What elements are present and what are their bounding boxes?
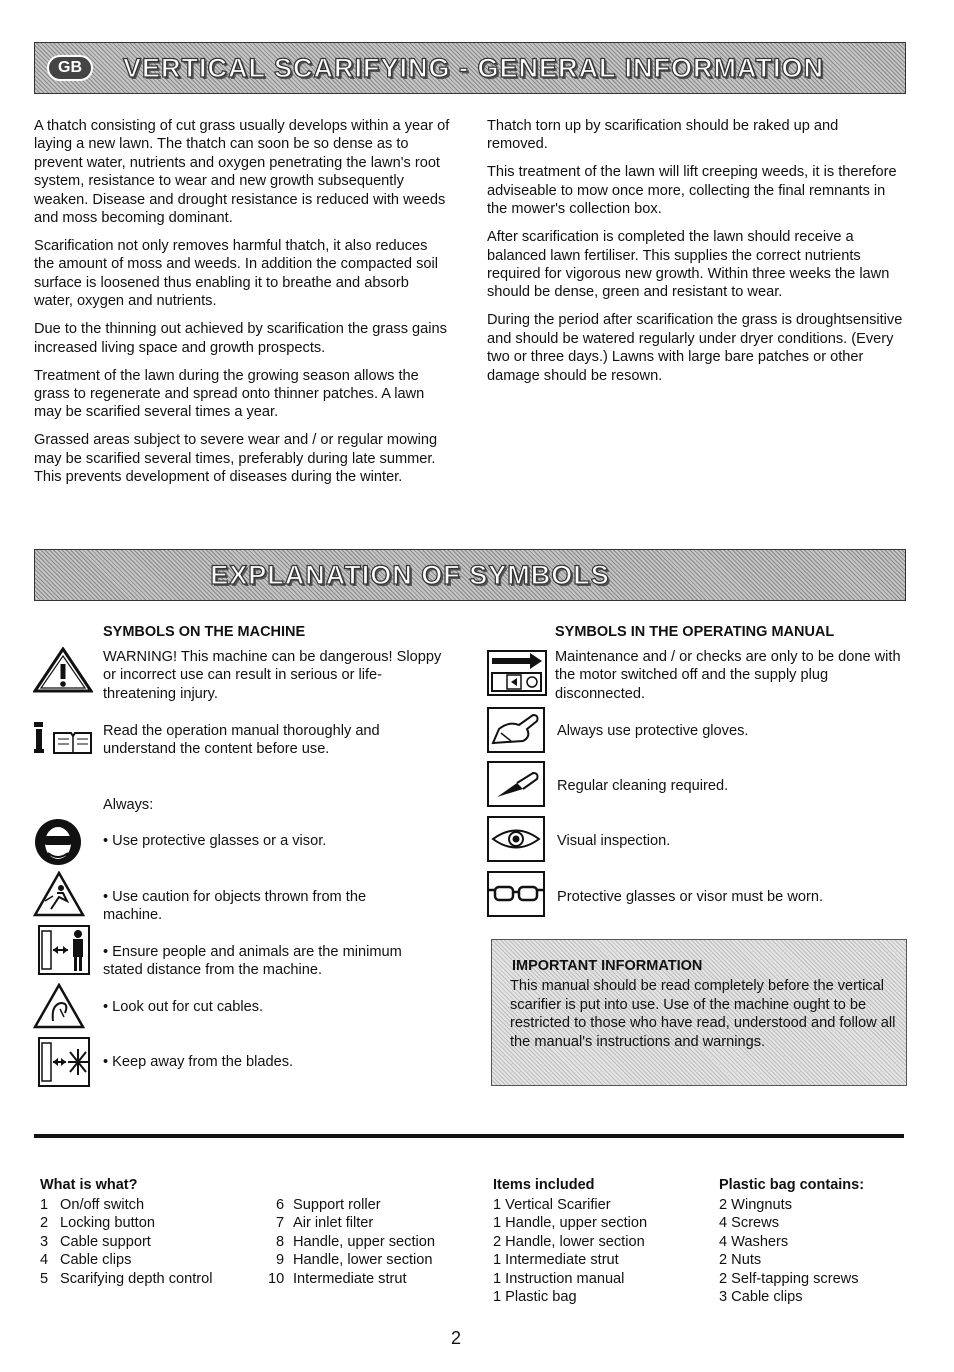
important-body: This manual should be read completely before the vertical scarifier is put into use. Use of the machine ought to be restricted to those who have read, understood and follow all the manual's instructions and warnings. <box>510 978 896 1050</box>
bullet-text: Use caution for objects thrown from the machine. <box>103 889 367 924</box>
list-item: 1 Intermediate strut <box>493 1252 619 1269</box>
intro-right-column <box>487 117 903 395</box>
visual-inspection-text: Visual inspection. <box>557 833 671 849</box>
list-item: 3 Cable support <box>40 1233 151 1250</box>
important-information-box <box>491 939 907 1086</box>
list-item: 1 Instruction manual <box>493 1270 625 1287</box>
list-item: 8 Handle, upper section <box>276 1233 435 1250</box>
items-included-heading: Items included <box>493 1177 595 1193</box>
list-item: 2 Self-tapping screws <box>719 1270 859 1287</box>
protective-gloves-icon <box>487 707 545 753</box>
intro-left-column <box>34 117 450 496</box>
bullet-blades: • Keep away from the blades. <box>103 1054 294 1070</box>
gb-language-badge: GB <box>47 55 93 81</box>
glasses-visor-text: Protective glasses or visor must be worn. <box>557 889 824 905</box>
bullet-glasses: • Use protective glasses or a visor. <box>103 833 327 849</box>
list-item: 1 On/off switch <box>40 1197 145 1213</box>
bullet-text: Look out for cut cables. <box>112 999 264 1015</box>
bullet-thrown-objects: • Use caution for objects thrown from the machine. <box>103 889 367 924</box>
list-item: 1 Plastic bag <box>493 1289 577 1306</box>
list-item: 7 Air inlet filter <box>276 1215 374 1232</box>
list-item: 1 Handle, upper section <box>493 1215 648 1232</box>
list-item: 2 Wingnuts <box>719 1197 793 1213</box>
list-item: 3 Cable clips <box>719 1289 803 1306</box>
list-item: 9 Handle, lower section <box>276 1252 433 1269</box>
list-item: 2 Handle, lower section <box>493 1233 645 1250</box>
visual-inspection-icon <box>487 816 545 862</box>
bullet-text: Ensure people and animals are the minimum stated distance from the machine. <box>103 944 402 979</box>
list-item: 4 Screws <box>719 1215 780 1232</box>
cleaning-text: Regular cleaning required. <box>557 778 729 794</box>
intro-paragraph: During the period after scarification the grass is droughtsensitive and should be watered regularly under dryer conditions. (Every two or three days.) Lawns with large bare patches or other damage should be resown. <box>487 312 903 384</box>
bullet-text: Keep away from the blades. <box>112 1054 294 1070</box>
manual-symbols-heading: SYMBOLS IN THE OPERATING MANUAL <box>555 624 835 640</box>
gloves-text: Always use protective gloves. <box>557 723 749 739</box>
list-item: 2 Nuts <box>719 1252 762 1269</box>
section-title: VERTICAL SCARIFYING - GENERAL INFORMATION <box>123 52 825 83</box>
intro-paragraph: After scarification is completed the lawn should receive a balanced lawn fertiliser. This supplies the correct nutrients required for vigorous new growth. Within three weeks the lawn should be dense, green and resistant to wear. <box>487 229 890 301</box>
parts-heading: What is what? <box>40 1177 138 1193</box>
bullet-safe-distance: • Ensure people and animals are the minimum stated distance from the machine. <box>103 944 402 979</box>
maintenance-text: Maintenance and / or checks are only to be done with the motor switched off and the supply plug disconnected. <box>555 649 901 702</box>
glasses-visor-icon <box>487 871 545 917</box>
safe-distance-icon <box>38 925 90 975</box>
list-item: 2 Locking button <box>40 1215 155 1232</box>
divider <box>34 1134 904 1138</box>
cleaning-icon <box>487 761 545 807</box>
list-item: 5 Scarifying depth control <box>40 1270 213 1287</box>
items-included-list <box>493 1196 647 1306</box>
list-item: 6 Support roller <box>276 1197 381 1213</box>
protective-glasses-icon <box>33 817 83 867</box>
page-number: 2 <box>451 1328 462 1348</box>
intro-paragraph: This treatment of the lawn will lift creeping weeds, it is therefore adviseable to mow once more, collecting the final remnants in the mower's collection box. <box>487 164 897 218</box>
bullet-text: Use protective glasses or a visor. <box>112 833 327 849</box>
plastic-bag-list <box>719 1196 859 1306</box>
warning-triangle-icon <box>33 647 93 693</box>
read-manual-text: Read the operation manual thoroughly and understand the content before use. <box>103 723 380 758</box>
warning-text: WARNING! This machine can be dangerous! Sloppy or incorrect use can result in serious or life-threatening injury. <box>103 649 442 702</box>
bullet-cut-cables: • Look out for cut cables. <box>103 999 264 1015</box>
always-label: Always: <box>103 797 154 813</box>
parts-list-col1 <box>40 1196 213 1288</box>
intro-paragraph: Scarification not only removes harmful thatch, it also reduces the amount of moss and weeds. In addition the compacted soil surface is loosened thus enabling it to breathe and absorb water, oxygen and nutrients. <box>34 238 439 310</box>
blades-icon <box>38 1037 90 1087</box>
symbols-title: EXPLANATION OF SYMBOLS <box>210 559 610 590</box>
cut-cables-icon <box>33 983 85 1029</box>
important-heading: IMPORTANT INFORMATION <box>512 958 703 974</box>
intro-paragraph: Grassed areas subject to severe wear and / or regular mowing may be scarified several times, preferably during late summer. This prevents development of diseases during the winter. <box>34 432 438 486</box>
intro-paragraph: Treatment of the lawn during the growing season allows the grass to regenerate and spread onto thinner patches. A lawn may be scarified several times a year. <box>34 367 425 421</box>
intro-paragraph: A thatch consisting of cut grass usually develops within a year of laying a new lawn. The thatch can soon be so dense as to prevent water, nutrients and oxygen penetrating the lawn's root system, resistance to wear and new growth subsequently weaken. Disease and drought resistance is reduced with weeds and moss becoming dominant. <box>34 118 450 227</box>
machine-symbols-heading: SYMBOLS ON THE MACHINE <box>103 624 306 640</box>
list-item: 10 Intermediate strut <box>268 1270 407 1287</box>
intro-paragraph: Thatch torn up by scarification should be raked up and removed. <box>487 118 839 153</box>
maintenance-unplug-icon <box>487 650 547 696</box>
parts-list-col2 <box>268 1196 435 1288</box>
read-manual-icon <box>33 721 93 757</box>
symbols-banner <box>34 549 906 601</box>
list-item: 4 Cable clips <box>40 1252 132 1269</box>
list-item: 4 Washers <box>719 1233 789 1250</box>
intro-paragraph: Due to the thinning out achieved by scarification the grass gains increased living space and growth prospects. <box>34 321 447 356</box>
header-banner <box>34 42 906 94</box>
list-item: 1 Vertical Scarifier <box>493 1197 611 1213</box>
thrown-objects-icon <box>33 871 85 917</box>
plastic-bag-heading: Plastic bag contains: <box>719 1177 865 1193</box>
